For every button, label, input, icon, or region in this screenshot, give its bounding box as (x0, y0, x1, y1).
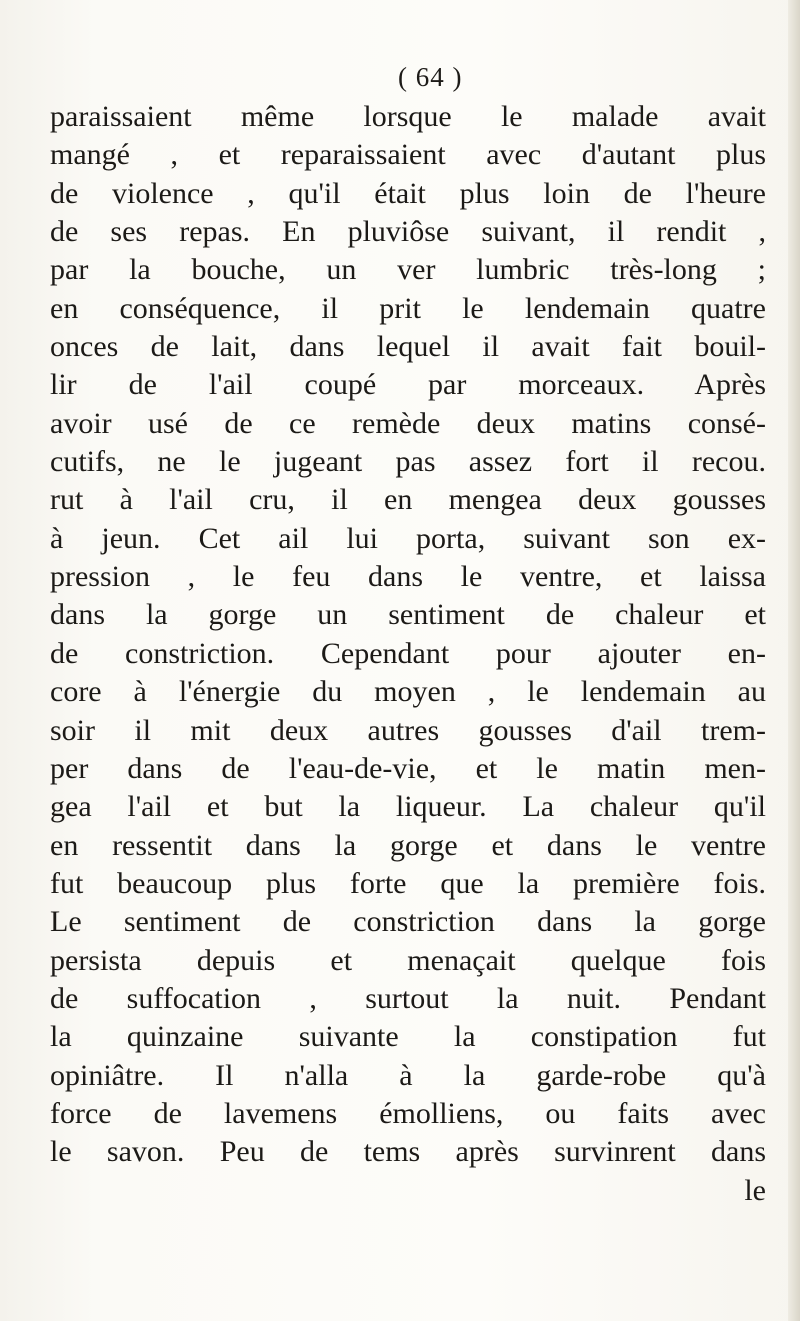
text-line: dans la gorge un sentiment de chaleur et (50, 598, 766, 632)
text-line: rut à l'ail cru, il en mengea deux gousses (50, 483, 766, 517)
text-line: le savon. Peu de tems après survinrent dans (50, 1135, 766, 1169)
text-line: gea l'ail et but la liqueur. La chaleur qu'il (50, 790, 766, 824)
text-line: lir de l'ail coupé par morceaux. Après (50, 368, 766, 402)
text-line: pression , le feu dans le ventre, et laissa (50, 560, 766, 594)
text-line: opiniâtre. Il n'alla à la garde-robe qu'à (50, 1058, 766, 1092)
page-edge (788, 0, 800, 1321)
catchword: le (744, 1173, 766, 1207)
text-line: cutifs, ne le jugeant pas assez fort il recou. (50, 445, 766, 479)
text-line: par la bouche, un ver lumbric très-long ; (50, 253, 766, 287)
text-line: core à l'énergie du moyen , le lendemain au (50, 675, 766, 709)
text-line: soir il mit deux autres gousses d'ail trem- (50, 713, 766, 747)
text-line: de ses repas. En pluviôse suivant, il rendit , (50, 215, 766, 249)
text-line: à jeun. Cet ail lui porta, suivant son ex- (50, 521, 766, 555)
text-line: fut beaucoup plus forte que la première fois. (50, 866, 766, 900)
text-line: en ressentit dans la gorge et dans le ventre (50, 828, 766, 862)
text-line: la quinzaine suivante la constipation fut (50, 1020, 766, 1054)
text-line: mangé , et reparaissaient avec d'autant plus (50, 138, 766, 172)
page-number: ( 64 ) (398, 62, 463, 92)
text-line: Le sentiment de constriction dans la gorge (50, 905, 766, 939)
text-line: onces de lait, dans lequel il avait fait bouil- (50, 330, 766, 364)
text-line: per dans de l'eau-de-vie, et le matin men- (50, 751, 766, 785)
text-line: de violence , qu'il était plus loin de l'heure (50, 176, 766, 210)
text-line: force de lavemens émolliens, ou faits avec (50, 1096, 766, 1130)
text-line: persista depuis et menaçait quelque fois (50, 943, 766, 977)
text-line: de constriction. Cependant pour ajouter en- (50, 636, 766, 670)
body-text (50, 98, 766, 1210)
text-line: paraissaient même lorsque le malade avait (50, 100, 766, 133)
text-line: en conséquence, il prit le lendemain quatre (50, 291, 766, 325)
text-line: avoir usé de ce remède deux matins consé- (50, 406, 766, 440)
text-line: de suffocation , surtout la nuit. Pendant (50, 981, 766, 1015)
